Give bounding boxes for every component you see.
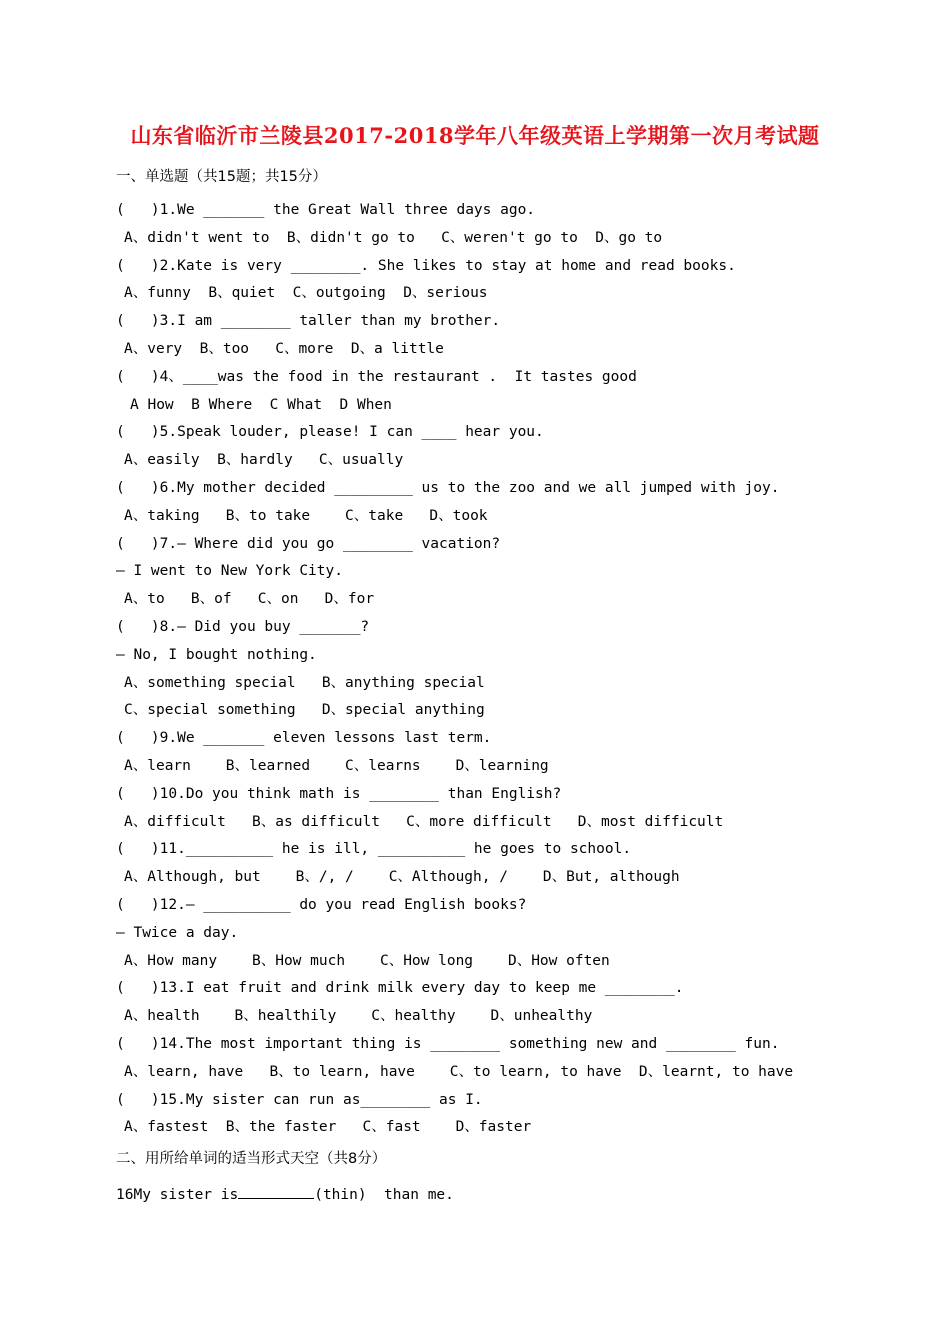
- fill-question-16: [116, 1184, 454, 1205]
- question-line: ( )5.Speak louder, please! I can ____ hear you.: [116, 424, 544, 441]
- options-line: A、fastest B、the faster C、fast D、faster: [124, 1119, 532, 1136]
- options-line: A、easily B、hardly C、usually: [124, 452, 404, 469]
- question-line: ( )14.The most important thing is ________ something new and ________ fun.: [116, 1036, 780, 1052]
- options-line: A、to B、of C、on D、for: [124, 591, 375, 608]
- question-line: ( )11.__________ he is ill, __________ he goes to school.: [116, 841, 632, 858]
- options-line: A、very B、too C、more D、a little: [124, 341, 444, 357]
- options-line: A、health B、healthily C、healthy D、unhealthy: [124, 1008, 593, 1025]
- question-line: ( )9.We _______ eleven lessons last term.: [116, 730, 492, 747]
- options-line: A、Although, but B、/, / C、Although, / D、But, although: [124, 869, 680, 886]
- options-line: A、How many B、How much C、How long D、How often: [124, 952, 610, 969]
- options-line: A、taking B、to take C、take D、took: [124, 507, 488, 524]
- fill-question-prefix: 16My sister is: [116, 1187, 239, 1203]
- section-1-heading: 一、单选题（共15题；共15分）: [116, 169, 327, 185]
- question-line: — I went to New York City.: [116, 563, 343, 580]
- question-line: ( )7.— Where did you go ________ vacation?: [116, 535, 501, 552]
- options-line: A、funny B、quiet C、outgoing D、serious: [124, 285, 488, 302]
- options-line: A、something special B、anything special: [124, 674, 485, 691]
- question-line: ( )4、____was the food in the restaurant . It tastes good: [116, 368, 637, 385]
- answer-blank: [238, 1184, 314, 1199]
- options-line: A、learn B、learned C、learns D、learning: [124, 758, 549, 774]
- question-line: ( )6.My mother decided _________ us to the zoo and we all jumped with joy.: [116, 480, 780, 496]
- options-line: A、learn, have B、to learn, have C、to learn, to have D、learnt, to have: [124, 1063, 794, 1080]
- question-line: — Twice a day.: [116, 924, 239, 941]
- question-line: ( )15.My sister can run as________ as I.: [116, 1091, 483, 1108]
- options-line: C、special something D、special anything: [124, 702, 485, 719]
- question-line: ( )10.Do you think math is ________ than English?: [116, 785, 562, 802]
- document-title: 山东省临沂市兰陵县2017-2018学年八年级英语上学期第一次月考试题: [130, 123, 820, 148]
- options-line: A、difficult B、as difficult C、more difficult D、most difficult: [124, 813, 724, 830]
- question-line: ( )8.— Did you buy _______?: [116, 619, 370, 635]
- options-line: A、didn't went to B、didn't go to C、weren't go to D、go to: [124, 229, 663, 246]
- fill-question-suffix: (thin) than me.: [314, 1187, 454, 1203]
- section-2-heading: 二、用所给单词的适当形式天空（共8分）: [116, 1151, 387, 1167]
- options-line: A How B Where C What D When: [130, 396, 392, 413]
- question-line: ( )12.— __________ do you read English books?: [116, 897, 527, 913]
- question-line: ( )3.I am ________ taller than my brother.: [116, 313, 501, 330]
- question-line: ( )13.I eat fruit and drink milk every day to keep me ________.: [116, 980, 684, 997]
- question-line: ( )1.We _______ the Great Wall three days ago.: [116, 202, 536, 218]
- question-line: ( )2.Kate is very ________. She likes to stay at home and read books.: [116, 257, 736, 274]
- question-line: — No, I bought nothing.: [116, 646, 317, 663]
